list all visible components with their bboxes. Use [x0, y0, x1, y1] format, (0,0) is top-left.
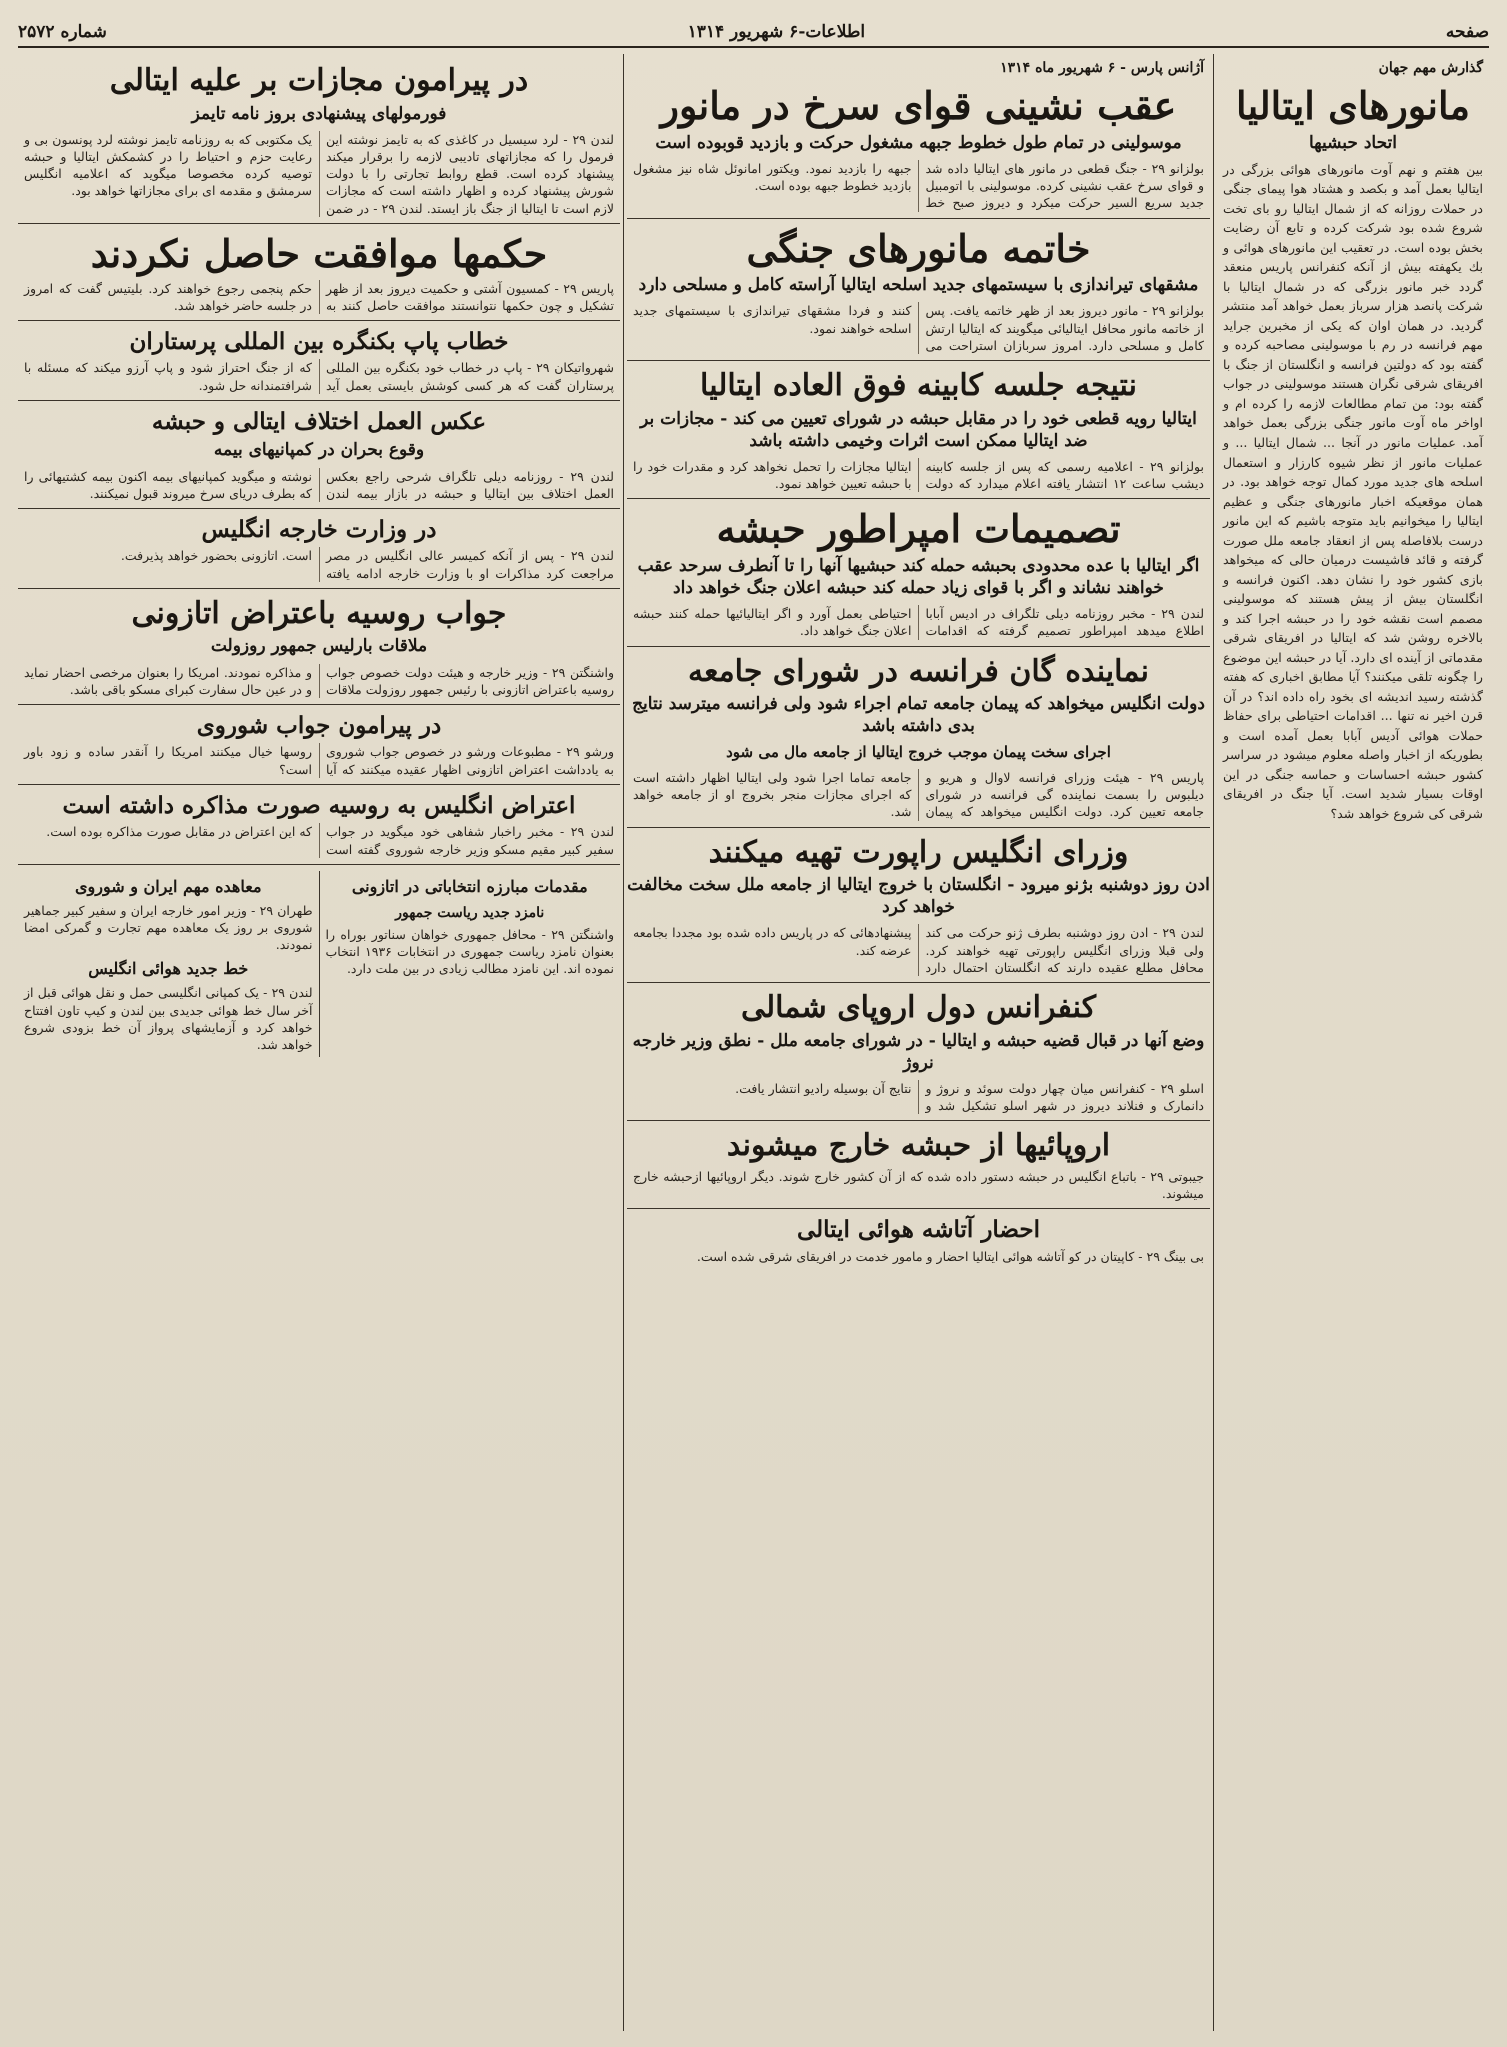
headline: در پیرامون جواب شوروی	[196, 712, 442, 740]
divider	[18, 223, 620, 224]
divider	[18, 704, 620, 705]
article-body: لندن ۲۹ - لرد سیسیل در کاغذی که به تایمز نوشته این فرمول را که مجازاتهای تادیبی لازمه را برقرار میکند پیشنهاد کرده است. قطع روابط تجارتی را با دولت شورش پیشنهاد کرده و اظهار داشته است که مجازات لازم است تا ایتالیا از جنگ باز ایستد. لندن ۲۹ - در ضمن یک مکتوبی که به روزنامه تایمز نوشته لرد پونسون بی و رعایت حزم و احتیاط را در کشمکش ایتالیا و حبشه توصیه کرده مخصوصا میگوید که اعلامیه انگلیس سرمشق و مقدمه ای برای مجازاتها خواهد بود.	[24, 131, 614, 216]
article-body: لندن ۲۹ - پس از آنکه کمیسر عالی انگلیس در مصر مراجعت کرد مذاکرات او با وزارت خارجه ادامه یافته است. اتازونی بحضور خواهد پذیرفت.	[120, 548, 614, 581]
agency-line: آژانس پارس - ۶ شهریور ماه ۱۳۱۴	[1000, 60, 1204, 76]
subheadline: وضع آنها در قبال قضیه حبشه و ایتالیا - در شورای جامعه ملل - نطق وزیر خارجه نروژ	[632, 1030, 1205, 1073]
subheadline: ایتالیا رویه قطعی خود را در مقابل حبشه در شورای تعیین می کند - مجازات بر ضد ایتالیا ممکن است اثرات وخیمی داشته باشد	[640, 408, 1197, 451]
article-body: شهرواتیکان ۲۹ - پاپ در خطاب خود بکنگره بین المللی پرستاران گفت که هر کسی کوشش بایستی بعمل آید که از جنگ احتراز شود و پاپ آرزو میکند که مسئله با شرافتمندانه حل شود.	[24, 360, 614, 393]
headline: عکس العمل اختلاف ایتالی و حبشه	[151, 407, 487, 435]
headline: خاتمه مانورهای جنگی	[746, 225, 1091, 271]
article-body: لندن ۲۹ - روزنامه دیلی تلگراف شرحی راجع بعکس العمل اختلاف بین ایتالیا و حبشه در بازار بیمه لندن نوشته و میگوید کمپانیهای بیمه اکنون بیمه کشتیهائی را که بطرف دریای سرخ میروند قبول نمیکنند.	[24, 468, 614, 501]
page-label: صفحه	[1445, 22, 1489, 42]
article-body: بی بینگ ۲۹ - کاپیتان در کو آتاشه هوائی ایتالیا احضار و مامور خدمت در افریقای شرقی شده است.	[696, 1248, 1204, 1264]
subheadline-secondary: اجرای سخت پیمان موجب خروج ایتالیا از جامعه مال می شود	[726, 743, 1111, 762]
divider	[18, 508, 620, 509]
subheadline: ادن روز دوشنبه بژنو میرود - انگلستان با خروج ایتالیا از جامعه ملل سخت مخالفت خواهد کرد	[627, 875, 1210, 918]
divider	[18, 864, 620, 865]
divider	[627, 1208, 1210, 1209]
subheadline: اگر ایتالیا با عده محدودی بحبشه حمله کند حبشیها آنها را تا آنطرف سرحد عقب خواهند نشاند و اگر با قوای زیاد حمله کند حبشه اعلان جنگ خواهد داد	[637, 555, 1200, 599]
subheadline: فورمولهای پیشنهادی بروز نامه تایمز	[191, 103, 447, 124]
article-body: بولزانو ۲۹ - مانور دیروز بعد از ظهر خاتمه یافت. پس از خاتمه مانور محافل ایتالیائی میگویند که ایتالیا ارتش کامل و مسلحی دارد. امروز سربازان استراحت می کنند و فردا مشقهای تیراندازی با سیستمهای جدید اسلحه خواهند نمود.	[633, 303, 1204, 353]
headline: در وزارت خارجه انگلیس	[201, 516, 437, 543]
subheadline: مشقهای تیراندازی با سیستمهای جدید اسلحه ایتالیا آراسته کامل و مسلحی دارد	[638, 275, 1199, 296]
divider	[627, 982, 1210, 983]
headline: خطاب پاپ بکنگره بین المللی پرستاران	[129, 328, 509, 356]
headline: تصمیمات امپراطور حبشه	[716, 506, 1121, 552]
article-body: لندن ۲۹ - یک کمپانی انگلیسی حمل و نقل هوائی قبل از آخر سال خط هوائی جدیدی بین لندن و کیپ تاون افتتاح خواهد کرد و آزمایشهای پرواز آن خط بزودی شروع خواهد شد.	[24, 985, 313, 1052]
headline: جواب روسیه باعتراض اتازونی	[131, 595, 507, 631]
headline: نتیجه جلسه کابینه فوق العاده ایتالیا	[700, 368, 1137, 404]
subheadline: ملاقات بارلیس جمهور روزولت	[210, 636, 428, 657]
divider	[627, 1120, 1210, 1121]
headline: کنفرانس دول اروپای شمالی	[740, 990, 1097, 1025]
article-body: بولزانو ۲۹ - جنگ قطعی در مانور های ایتالیا داده شد و قوای سرخ عقب نشینی کرده. موسولینی با اتومبیل جدید سریع السیر حرکت میکرد و دیروز صبح خط جبهه را بازدید نمود. ویکتور امانوئل شاه نیز مشغول بازدید خطوط جبهه بوده است.	[633, 160, 1204, 211]
headline: احضار آتاشه هوائی ایتالی	[797, 1216, 1040, 1244]
article-body: لندن ۲۹ - مخبر روزنامه دیلی تلگراف در ادیس آبابا اطلاع میدهد امپراطور تصمیم گرفته که اقدامات احتیاطی بعمل آورد و اگر ایتالیائیها حمله کنند حبشه اعلان جنگ خواهد داد.	[633, 606, 1205, 639]
issue-date: اطلاعات-۶ شهریور ۱۳۱۴	[687, 22, 866, 42]
headline: مقدمات مبارزه انتخاباتی در اتازونی	[351, 876, 588, 896]
brief-column	[18, 871, 319, 1057]
article-body: پاریس ۲۹ - هیئت وزرای فرانسه لاوال و هریو و دیلبوس را بسمت نماینده گی فرانسه در شورای جامعه تعیین کرد. دولت انگلیس میخواهد که پیمان جامعه تماما اجرا شود ولی ایتالیا اظهار داشته است که اجرای مجازات منجر بخروج او از جامعه خواهد شد.	[633, 769, 1205, 820]
headline: اروپائیها از حبشه خارج میشوند	[726, 1128, 1111, 1164]
article-body: لندن ۲۹ - مخبر راخبار شفاهی خود میگوید در جواب سفیر کبیر مقیم مسکو وزیر خارجه شوروی گفته است که این اعتراض در مقابل صورت مذاکره بوده است.	[46, 824, 615, 857]
masthead	[18, 18, 1489, 48]
article-body: بولزانو ۲۹ - اعلامیه رسمی که پس از جلسه کابینه دیشب ساعت ۱۲ انتشار یافته اعلام میدارد که دولت ایتالیا مجازات را تحمل نخواهد کرد و مقدرات خود را با حبشه تعیین خواهد نمود.	[633, 458, 1204, 491]
headline: مانورهای ایتالیا	[1236, 83, 1470, 128]
subheadline: اتحاد حبشیها	[1308, 132, 1398, 153]
article-body: جیبوتی ۲۹ - باتباع انگلیس در حبشه دستور داده شده که از آن کشور خارج شوند. دیگر اروپائیها ازحبشه خارج میشوند.	[633, 1168, 1205, 1201]
subheadline: نامزد جدید ریاست جمهور	[395, 904, 545, 921]
divider	[18, 784, 620, 785]
headline: عقب نشینی قوای سرخ در مانور	[660, 83, 1177, 128]
divider	[18, 400, 620, 401]
article-body: طهران ۲۹ - وزیر امور خارجه ایران و سفیر کبیر جماهیر شوروی بر روز یک معاهده مهم تجارت و گمرکی امضا نمودند.	[24, 902, 313, 953]
divider	[18, 588, 620, 589]
subheadline: موسولینی در تمام طول خطوط جبهه مشغول حرکت و بازدید قوبوده است	[655, 132, 1182, 153]
headline: در پیرامون مجازات بر علیه ایتالی	[109, 63, 529, 98]
headline: وزرای انگلیس راپورت تهیه میکنند	[708, 834, 1129, 870]
article-body: اسلو ۲۹ - کنفرانس میان چهار دولت سوئد و نروژ و دانمارک و فنلاند دیروز در شهر اسلو تشکیل شد و نتایج آن بوسیله رادیو انتشار یافت.	[735, 1080, 1204, 1113]
section-kicker: گذارش مهم جهان	[1378, 60, 1483, 76]
headline: خط جدید هوائی انگلیس	[88, 959, 249, 979]
article-body: بین هفتم و نهم آوت مانورهای هوائی بزرگی در ایتالیا بعمل آمد و بکصد و هشتاد هوا پیمای جنگی در حملات روزانه که از شمال ایتالیا رو بای تخت شروع شده بود شرکت کرده و تابع آن رضایت بخش بوده است. در تعقیب این مانورهای هوائی و بك یکهفته بیش از آنکه کنفرانس پاریس منعقد گردد خبر مانور بزرگی که در شمال ایتالیا با شرکت پانصد هزار سرباز بعمل خواهد آمد منتشر گردید. در همان اوان که یکی از مخبرین جراید مهم فرانسه در رم با موسولینی مصاحبه کرده و گفته بود که دولتین فرانسه و انگلستان از جنگ با افریقای شرقی نگران هستند موسولینی در جواب گفته بود: من تمام مطالعات لازمه را کرده ام و اواخر ماه آوت مانور جنگی بزرگی بعمل خواهد آمد. عملیات مانور در آنجا ... شمال ایتالیا ... و عملیات مانور از نظر شیوه کارزار و استعمال اسلحه های جدید مورد کمال توجه خواهد بود. در همان موقعیکه اخبار مانورهای جنگی و عظیم ایتالیا را میخوانیم باید متوجه باشیم که این مانور درست بلافاصله پس از انعقاد جامعه ملل صورت گرفته و قائد فاشیست درمیان حالی که میخواهد بازی کشور خود را نشان دهد. اکنون فرانسه و انگلستان بیش از پیش هستند که موسولینی مصمم است نقشه خود را در حبشه اجرا کند و بالاخره روشن شد که ایتالیا در افریقای شرقی مقدماتی از آینده ای دارد. آیا در حبشه این موضوع را چگونه تلقی میکنند؟ آیا مطابق اخباری که هفته گذشته رسید اندیشه ای بخود راه داده اند؟ در آن قرن اخیر نه تنها ... اقدامات احتیاطی برای حفاظ حملات هوائی آدیس آبابا بعمل آمده است و بطوریکه از اخبار واصله معلوم میشود در سراسر کشور حبشه احساسات و حماسه جنگی در این اوقات بسیار شدید است. آیا جنگ در افریقای شرقی کی شروع خواهد شد؟	[1223, 161, 1483, 821]
issue-number: شماره ۲۵۷۲	[18, 22, 107, 42]
headline: معاهده مهم ایران و شوروی	[74, 876, 262, 896]
subheadline: وقوع بحران در کمپانیهای بیمه	[213, 440, 425, 461]
column-rule	[1213, 54, 1214, 2031]
brief-column	[319, 871, 621, 1057]
article-body: واشنگتن ۲۹ - وزیر خارجه و هیئت دولت خصوص جواب روسیه باعتراض اتازونی با رئیس جمهور روزولت ملاقات و مذاکره نمودند. امریکا را بعنوان مرخصی احضار نماید و در عین حال سفارت کبرای مسکو باقی باشد.	[24, 664, 614, 697]
divider	[627, 218, 1210, 219]
article-body: واشنگتن ۲۹ - محافل جمهوری خواهان سناتور بوراه را بعنوان نامزد ریاست جمهوری در انتخابات ۱۹۳۶ انتخاب نموده اند. این نامزد مطالب زیادی در بین ملت دارد.	[325, 926, 614, 977]
subheadline: دولت انگلیس میخواهد که پیمان جامعه تمام اجراء شود ولی فرانسه میترسد نتایج بدی داشته باشد	[632, 694, 1205, 737]
divider	[627, 827, 1210, 828]
divider	[627, 360, 1210, 361]
article-body: ورشو ۲۹ - مطبوعات ورشو در خصوص جواب شوروی به یادداشت اعتراض اتازونی اظهار عقیده میکنند که آیا روسها خیال میکنند امریکا را آنقدر ساده و زود باور است؟	[24, 744, 614, 777]
divider	[627, 498, 1210, 499]
divider	[18, 320, 620, 321]
column-world-report	[1217, 56, 1489, 2029]
headline: حکمها موافقت حاصل نکردند	[90, 230, 548, 276]
article-body: پاریس ۲۹ - کمسیون آشتی و حکمیت دیروز بعد از ظهر تشکیل و چون حکمها نتوانستند موافقت حاصل کنند به حکم پنجمی رجوع خواهند کرد. بلیتیس گفت که امروز در جلسه حاضر خواهد شد.	[24, 280, 614, 313]
bottom-briefs	[18, 871, 620, 1057]
article-body: لندن ۲۹ - ادن روز دوشنبه بطرف ژنو حرکت می کند ولی قبلا وزرای انگلیس راپورتی تهیه خواهند کرد. محافل مطلع عقیده دارند که انگلستان احتمال دارد پیشنهادهائی که در پاریس داده شده بود مجددا بجامعه عرضه کند.	[633, 925, 1204, 975]
column-rule	[623, 54, 624, 2031]
headline: نماینده گان فرانسه در شورای جامعه	[688, 653, 1149, 689]
divider	[627, 646, 1210, 647]
column-main-news	[627, 56, 1210, 2029]
headline: اعتراض انگلیس به روسیه صورت مذاکره داشته است	[62, 791, 576, 819]
column-foreign-news	[18, 56, 620, 2029]
